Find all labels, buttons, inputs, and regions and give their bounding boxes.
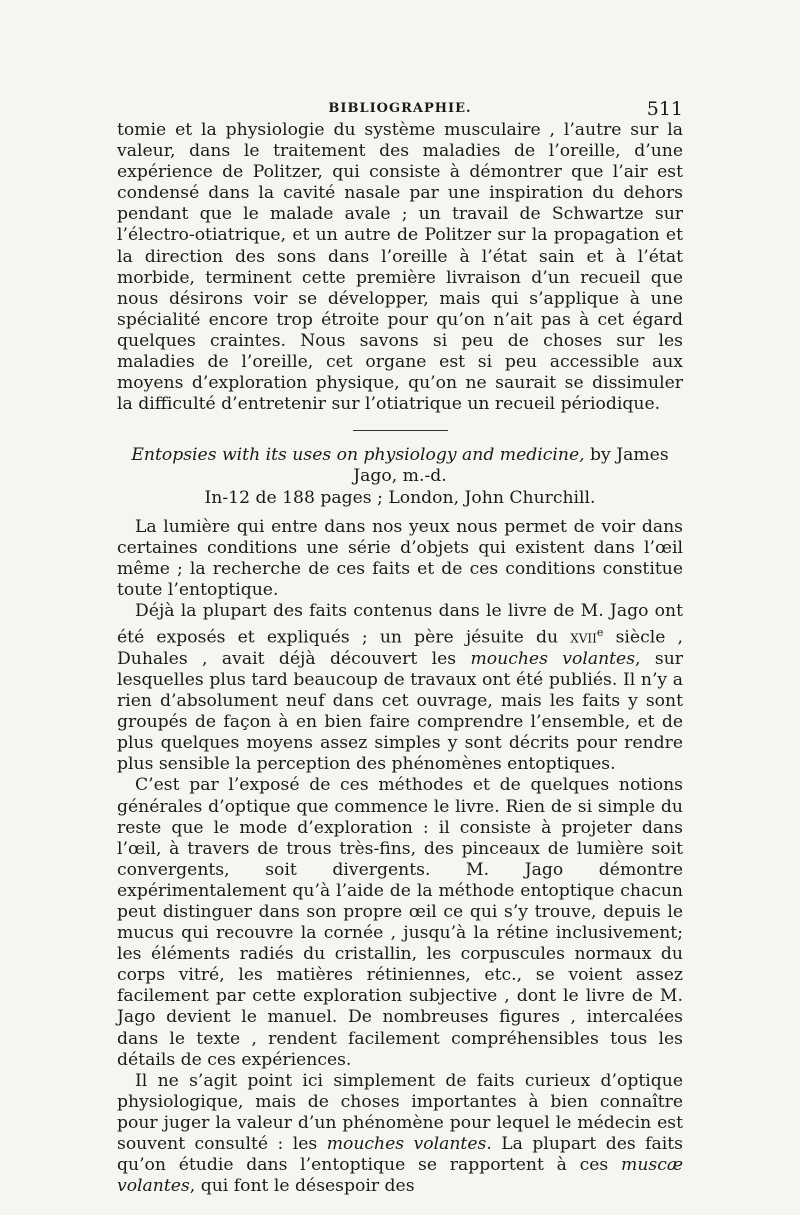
section-divider — [353, 430, 448, 431]
running-head — [117, 98, 683, 120]
book-page — [117, 98, 683, 1197]
review-heading — [117, 445, 683, 508]
paragraph-4 — [117, 1071, 683, 1198]
paragraph-2-text-c: , sur lesquelles plus tard beaucoup de travaux ont été publiés. Il n’y a rien d’absolument neuf dans cet ouvrage, mais les faits y sont groupés de façon à en bien faire comprendre l’ensemble, et de plus quelques moyens assez simples y sont décrits pour rendre plus sensible la perception des phénomènes entoptiques. — [117, 648, 683, 775]
paragraph-4-text-b: . La plupart des faits qu’on étudie dans l’entoptique se rapportent à ces — [117, 1134, 683, 1176]
paragraph-2 — [117, 601, 683, 775]
paragraph-2-text-a: Déjà la plupart des faits contenus dans le livre de M. Jago ont été exposés et expliqués ; un père jésuite du — [117, 600, 683, 648]
paragraph-3: C’est par l’exposé de ces méthodes et de quelques notions générales d’optique que commence le livre. Rien de si simple du reste que le mode d’exploration : il consiste à projeter dans l’œil, à travers de trous très-fins, des pinceaux de lumière soit convergents, soit divergents. M. Jago démontre expérimentalement qu’à l’aide de la méthode entoptique chacun peut distinguer dans son propre œil ce qui s’y trouve, depuis le mucus qui recouvre la cornée , jusqu’à la rétine inclusivement; les éléments radiés du cristallin, les corpuscules normaux du corps vitré, les matières rétiniennes, etc., se voient assez facilement par cette exploration subjective , dont le livre de M. Jago devient le manuel. De nombreuses figures , intercalées dans le texte , rendent facilement compréhensibles tous les détails de ces expériences. — [117, 775, 683, 1070]
intro-paragraph: tomie et la physiologie du système musculaire , l’autre sur la valeur, dans le traitement des maladies de l’oreille, d’une expérience de Politzer, qui consiste à démontrer que l’air est condensé dans la cavité nasale par une inspiration du dehors pendant que le malade avale ; un travail de Schwartze sur l’électro-otiatrique, et un autre de Politzer sur la propagation et la direction des sons dans l’oreille à l’état sain et à l’état morbide, terminent cette première livraison d’un recueil que nous désirons voir se développer, mais qui s’applique à une spécialité encore trop étroite pour qu’on n’ait pas à cet égard quelques craintes. Nous savons si peu de choses sur les maladies de l’oreille, cet organe est si peu accessible aux moyens d’exploration physique, qu’on ne saurait se dissimuler la difficulté d’entretenir sur l’otiatrique un recueil périodique. — [117, 120, 683, 415]
review-details: In-12 de 188 pages ; London, John Churchill. — [204, 487, 596, 508]
paragraph-1: La lumière qui entre dans nos yeux nous permet de voir dans certaines conditions une série d’objets qui existent dans l’œil même ; la recherche de ces faits et de ces conditions constitue toute l’entoptique. — [117, 516, 683, 600]
century-superscript: e — [596, 626, 604, 640]
paragraph-2-italic: mouches volantes — [470, 648, 636, 669]
paragraph-4-italic-1: mouches volantes — [326, 1134, 487, 1155]
review-author: by James Jago, m.-d. — [353, 445, 669, 487]
paragraph-4-text-a: Il ne s’agit point ici simplement de faits curieux d’optique physiologique, mais de choses importantes à bien connaître pour juger la valeur d’un phénomène pour lequel le médecin est souvent consulté : les — [117, 1070, 683, 1155]
running-title: BIBLIOGRAPHIE. — [328, 101, 472, 116]
paragraph-4-italic-2: muscæ volantes — [117, 1155, 683, 1197]
century-numeral: xvii — [570, 627, 597, 648]
review-title: Entopsies with its uses on physiology and medicine, — [131, 445, 585, 466]
paragraph-4-text-c: , qui font le désespoir des — [189, 1176, 415, 1197]
paragraph-2-text-b: siècle , Duhales , avait déjà découvert les — [117, 627, 683, 669]
page-number: 511 — [646, 98, 683, 120]
